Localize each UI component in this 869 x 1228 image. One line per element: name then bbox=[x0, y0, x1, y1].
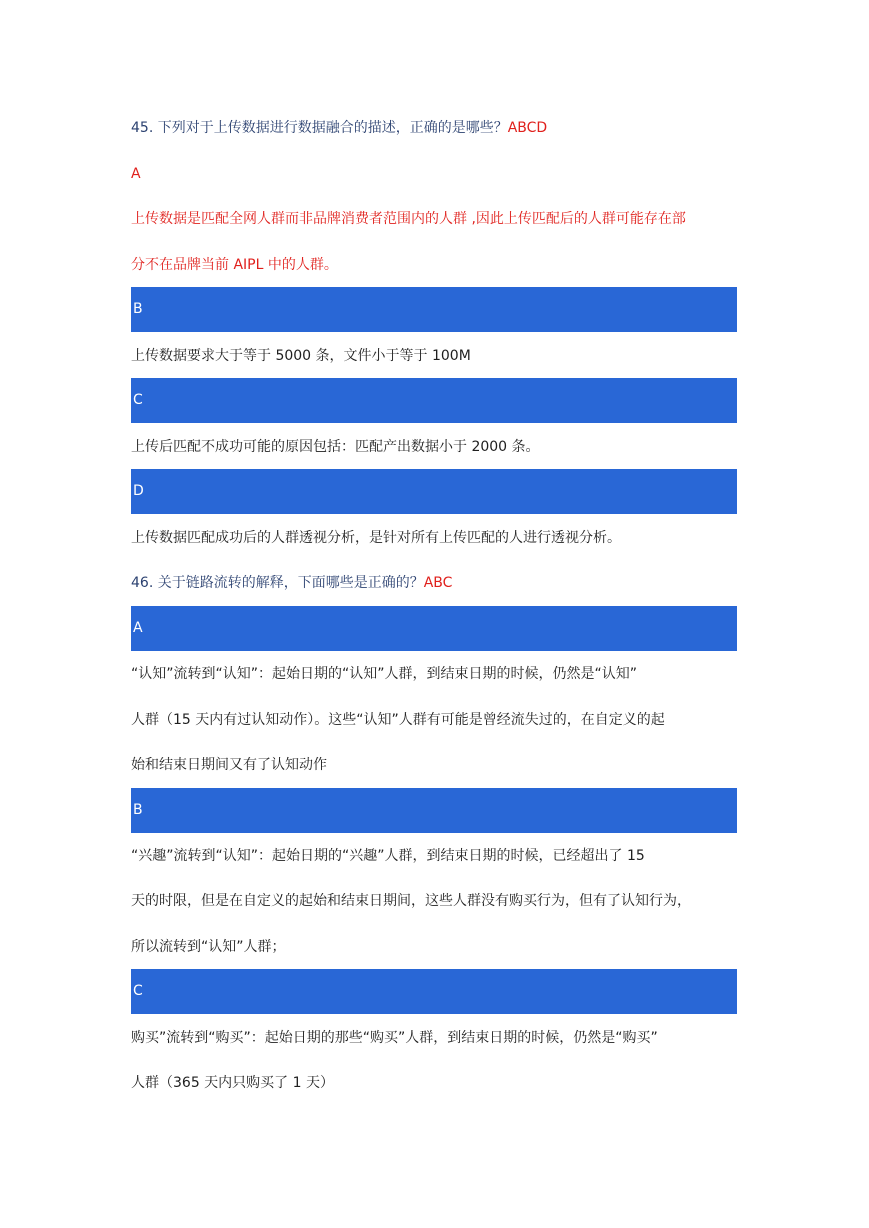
question-45 bbox=[131, 116, 751, 140]
q46-option-b-bar: B bbox=[131, 788, 737, 833]
q45-option-d-text: 上传数据匹配成功后的人群透视分析，是针对所有上传匹配的人进行透视分析。 bbox=[131, 530, 621, 546]
q46-option-c-line-1: 购买”流转到“购买”：起始日期的那些“购买”人群，到结束日期的时候，仍然是“购买” bbox=[131, 1030, 658, 1046]
q46-option-c-bar: C bbox=[131, 969, 737, 1014]
q46-option-c-line-2: 人群（365 天内只购买了 1 天） bbox=[131, 1075, 334, 1091]
q46-option-a-line-1: “认知”流转到“认知”：起始日期的“认知”人群，到结束日期的时候，仍然是“认知” bbox=[131, 666, 638, 682]
question-45-text: 45. 下列对于上传数据进行数据融合的描述，正确的是哪些？ bbox=[131, 120, 508, 136]
q45-option-c-bar: C bbox=[131, 378, 737, 423]
q46-option-b-line-3: 所以流转到“认知”人群； bbox=[131, 939, 286, 955]
question-46 bbox=[131, 571, 751, 595]
question-46-answer: ABC bbox=[423, 575, 453, 591]
q45-option-a-line-1: 上传数据是匹配全网人群而非品牌消费者范围内的人群 ,因此上传匹配后的人群可能存在部 bbox=[131, 211, 686, 227]
q46-option-a-bar: A bbox=[131, 606, 737, 651]
q45-option-b-text: 上传数据要求大于等于 5000 条，文件小于等于 100M bbox=[131, 348, 471, 364]
q45-option-c-text: 上传后匹配不成功可能的原因包括：匹配产出数据小于 2000 条。 bbox=[131, 439, 540, 455]
question-46-text: 46. 关于链路流转的解释，下面哪些是正确的？ bbox=[131, 575, 424, 591]
q46-option-b-line-1: “兴趣”流转到“认知”：起始日期的“兴趣”人群，到结束日期的时候，已经超出了 15 bbox=[131, 848, 645, 864]
question-45-answer: ABCD bbox=[507, 120, 548, 136]
q45-option-d-bar: D bbox=[131, 469, 737, 514]
q46-option-a-line-2: 人群（15 天内有过认知动作）。这些“认知”人群有可能是曾经流失过的，在自定义的起 bbox=[131, 712, 665, 728]
q45-option-a-label: A bbox=[131, 166, 141, 182]
q45-option-a-line-2: 分不在品牌当前 AIPL 中的人群。 bbox=[131, 257, 338, 273]
q45-option-b-bar: B bbox=[131, 287, 737, 332]
q46-option-b-line-2: 天的时限，但是在自定义的起始和结束日期间，这些人群没有购买行为，但有了认知行为， bbox=[131, 893, 691, 909]
q46-option-a-line-3: 始和结束日期间又有了认知动作 bbox=[131, 757, 327, 773]
